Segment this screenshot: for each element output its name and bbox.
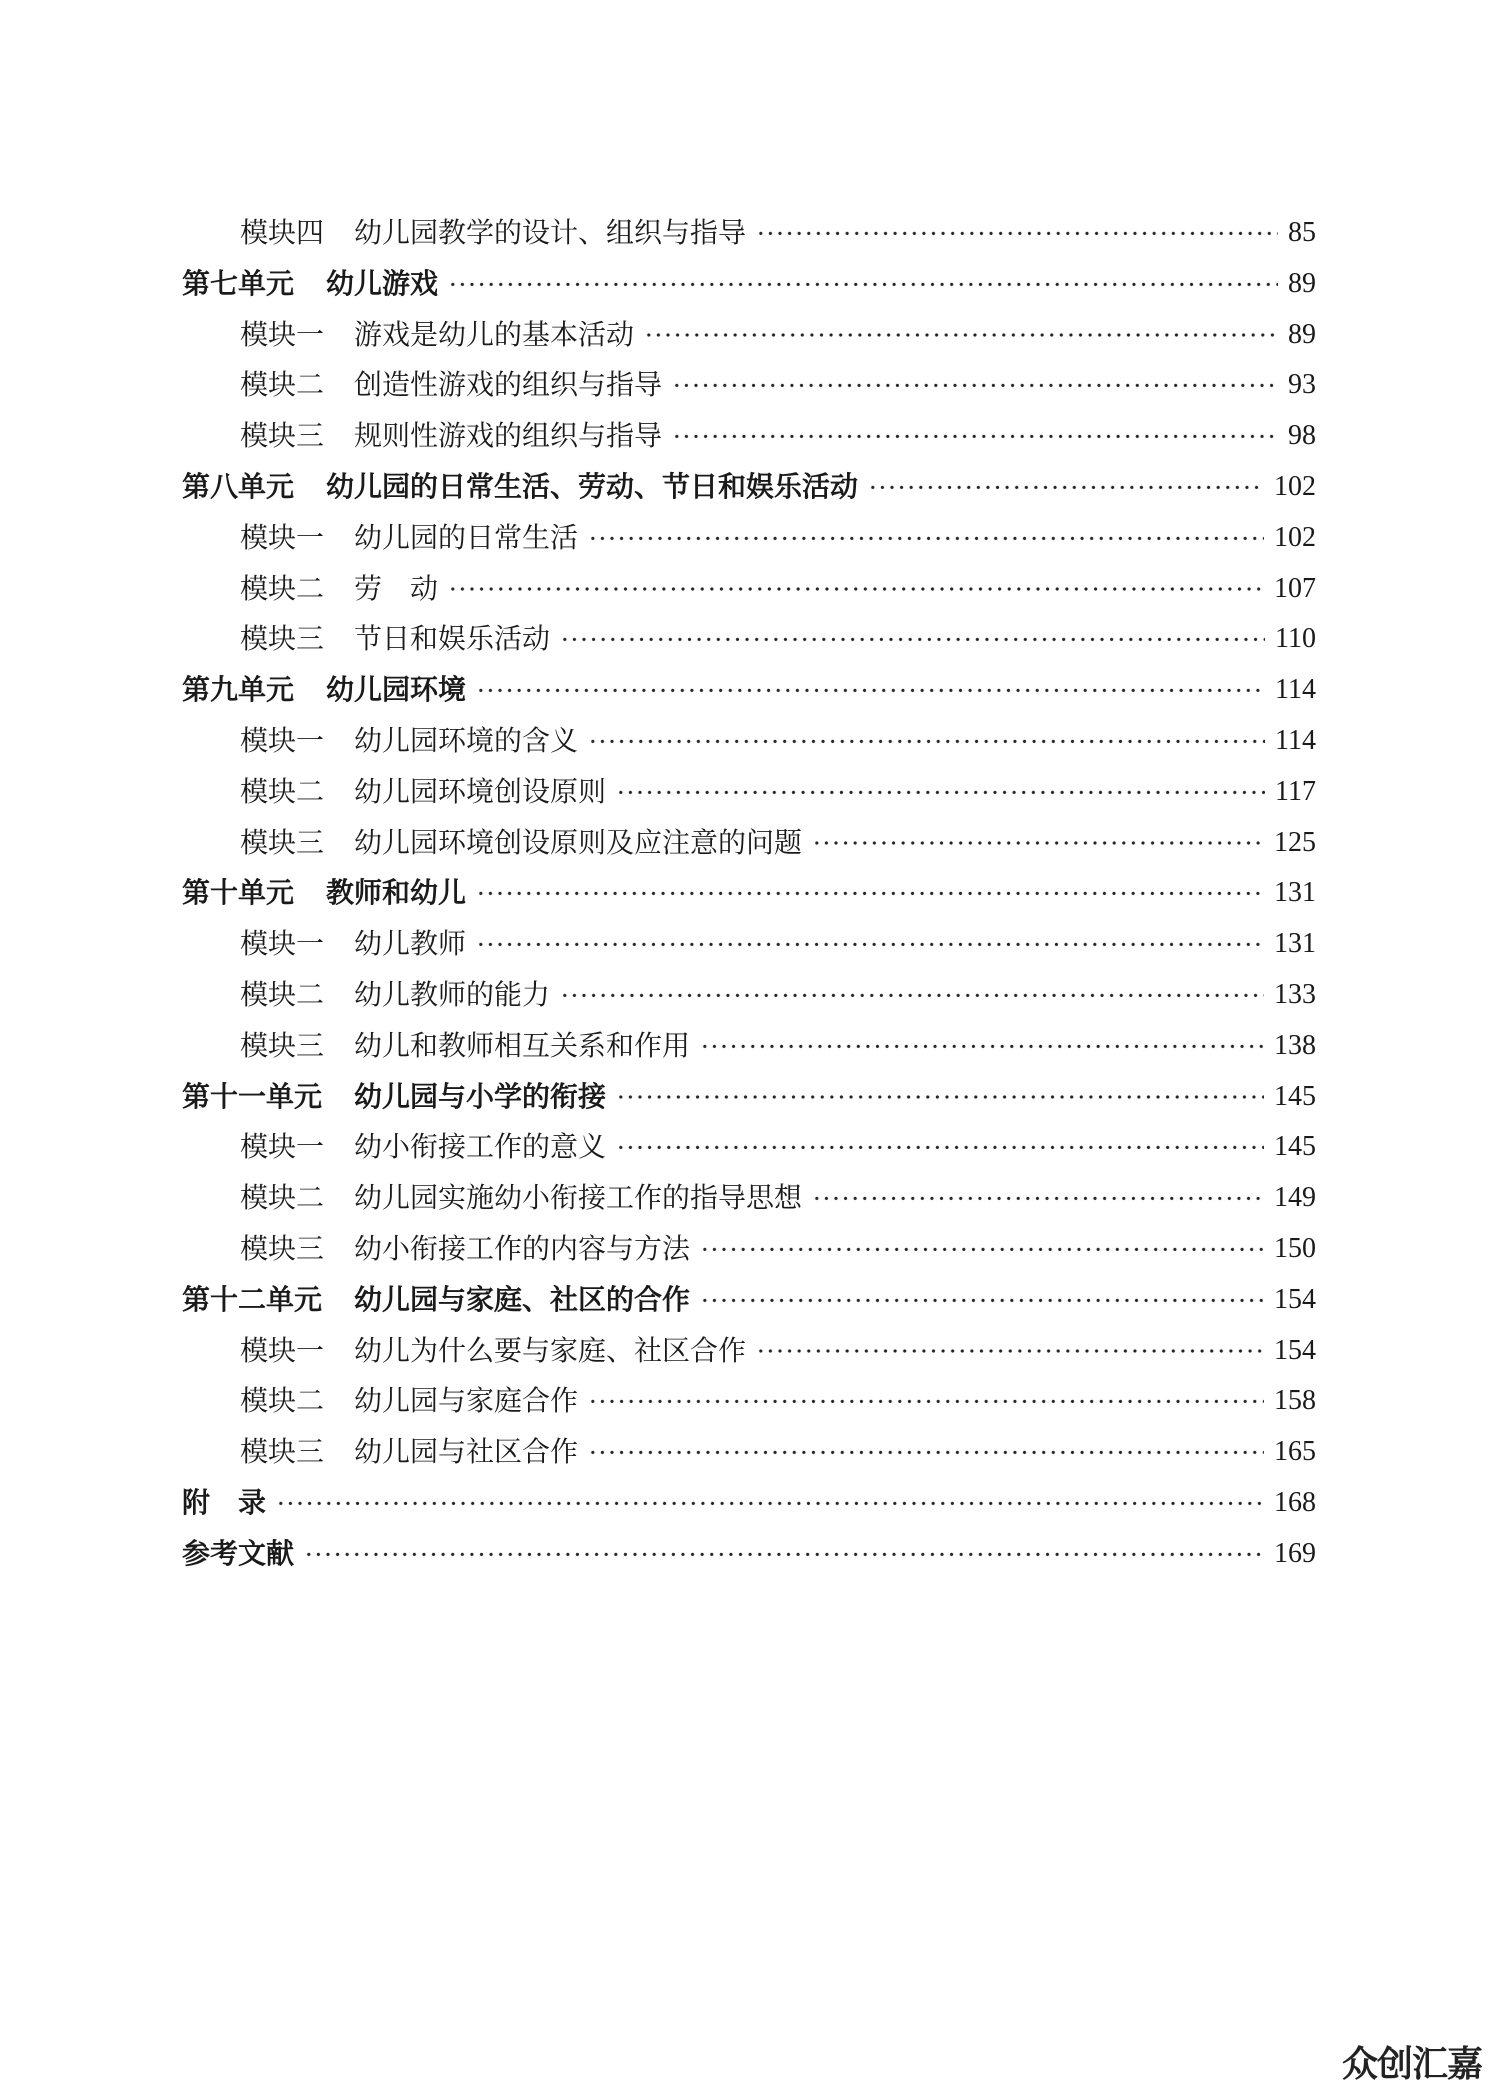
toc-label: 模块一	[240, 723, 325, 757]
toc-title: 参考文献	[182, 1536, 295, 1570]
toc-leader	[304, 1529, 1264, 1580]
toc-entry	[182, 1122, 1316, 1173]
toc-entry	[182, 1021, 1316, 1072]
toc-label: 模块一	[240, 520, 325, 554]
toc-entry	[182, 970, 1316, 1021]
toc-leader	[476, 919, 1264, 970]
toc-leader	[616, 767, 1265, 818]
toc-title: 幼儿教师的能力	[354, 977, 551, 1011]
toc-page-number: 102	[1274, 521, 1316, 553]
toc-entry	[182, 513, 1316, 564]
toc-page-number: 133	[1274, 978, 1316, 1010]
toc-page-number: 154	[1274, 1283, 1316, 1315]
toc-title: 幼儿教师	[354, 927, 467, 961]
toc-title: 幼儿游戏	[326, 266, 439, 300]
toc-label: 第九单元	[182, 673, 295, 707]
toc-entry	[182, 614, 1316, 665]
toc-leader	[672, 411, 1278, 462]
toc-entry	[182, 1376, 1316, 1427]
toc-label: 模块三	[240, 1435, 325, 1469]
toc-page-number: 169	[1274, 1537, 1316, 1569]
toc-page-number: 110	[1275, 623, 1316, 655]
toc-entry	[182, 1478, 1316, 1529]
toc-entry	[182, 1326, 1316, 1377]
toc-leader	[476, 665, 1265, 716]
toc-leader	[700, 1021, 1264, 1072]
toc-title: 附 录	[182, 1485, 267, 1519]
toc-leader	[700, 1224, 1264, 1275]
watermark-logo: 众创汇嘉	[1342, 2044, 1483, 2085]
toc-title: 创造性游戏的组织与指导	[354, 368, 663, 402]
table-of-contents	[182, 208, 1316, 1580]
toc-title: 幼儿园环境创设原则及应注意的问题	[354, 825, 803, 859]
toc-label: 模块三	[240, 1231, 325, 1265]
toc-entry	[182, 919, 1316, 970]
toc-page-number: 154	[1274, 1334, 1316, 1366]
toc-title: 幼儿园与社区合作	[354, 1435, 579, 1469]
toc-title: 幼儿园环境的含义	[354, 723, 579, 757]
toc-title: 幼儿和教师相互关系和作用	[354, 1028, 691, 1062]
toc-label: 模块二	[240, 1181, 325, 1215]
toc-page-number: 93	[1288, 369, 1316, 401]
toc-leader	[644, 310, 1278, 361]
toc-label: 模块二	[240, 1384, 325, 1418]
toc-leader	[756, 1326, 1264, 1377]
toc-label: 模块三	[240, 622, 325, 656]
toc-title: 节日和娱乐活动	[354, 622, 551, 656]
toc-label: 第十二单元	[182, 1282, 323, 1316]
toc-label: 模块三	[240, 419, 325, 453]
toc-label: 模块一	[240, 1333, 325, 1367]
toc-page-number: 138	[1274, 1029, 1316, 1061]
toc-entry	[182, 1275, 1316, 1326]
toc-title: 幼儿园环境	[326, 673, 467, 707]
toc-label: 模块二	[240, 774, 325, 808]
toc-page-number: 98	[1288, 420, 1316, 452]
toc-entry	[182, 716, 1316, 767]
toc-entry	[182, 259, 1316, 310]
toc-entry	[182, 1427, 1316, 1478]
toc-page-number: 150	[1274, 1232, 1316, 1264]
toc-entry	[182, 665, 1316, 716]
toc-leader	[700, 1275, 1264, 1326]
toc-title: 幼儿园实施幼小衔接工作的指导思想	[354, 1181, 803, 1215]
toc-entry	[182, 1529, 1316, 1580]
toc-page-number: 165	[1274, 1436, 1316, 1468]
toc-leader	[756, 208, 1278, 259]
toc-page-number: 131	[1274, 877, 1316, 909]
toc-page-number: 85	[1288, 217, 1316, 248]
toc-title: 劳 动	[354, 571, 439, 605]
toc-entry	[182, 818, 1316, 869]
toc-leader	[616, 1072, 1264, 1123]
toc-leader	[588, 513, 1264, 564]
toc-leader	[672, 360, 1278, 411]
toc-label: 模块一	[240, 927, 325, 961]
toc-entry	[182, 767, 1316, 818]
toc-label: 模块二	[240, 571, 325, 605]
toc-entry	[182, 868, 1316, 919]
toc-leader	[588, 1376, 1264, 1427]
toc-title: 幼小衔接工作的意义	[354, 1130, 607, 1164]
toc-entry	[182, 1072, 1316, 1123]
toc-entry	[182, 462, 1316, 513]
toc-leader	[448, 259, 1278, 310]
toc-title: 幼儿为什么要与家庭、社区合作	[354, 1333, 747, 1367]
toc-leader	[588, 716, 1265, 767]
toc-label: 模块四	[240, 216, 325, 249]
toc-label: 第十一单元	[182, 1079, 323, 1113]
toc-page-number: 131	[1274, 928, 1316, 960]
toc-leader	[476, 868, 1264, 919]
toc-page-number: 117	[1275, 775, 1316, 807]
toc-page-number: 114	[1275, 674, 1316, 706]
toc-entry	[182, 1173, 1316, 1224]
toc-title: 幼儿园的日常生活、劳动、节日和娱乐活动	[326, 469, 859, 503]
toc-label: 模块二	[240, 368, 325, 402]
toc-leader	[560, 614, 1265, 665]
toc-entry	[182, 411, 1316, 462]
toc-label: 模块一	[240, 1130, 325, 1164]
toc-title: 幼儿园环境创设原则	[354, 774, 607, 808]
toc-label: 第十单元	[182, 876, 295, 910]
toc-leader	[812, 818, 1264, 869]
toc-page-number: 149	[1274, 1182, 1316, 1214]
toc-title: 幼小衔接工作的内容与方法	[354, 1231, 691, 1265]
toc-label: 模块一	[240, 317, 325, 351]
toc-page-number: 145	[1274, 1131, 1316, 1163]
toc-entry	[182, 1224, 1316, 1275]
toc-page-number: 158	[1274, 1385, 1316, 1417]
toc-entry	[182, 564, 1316, 615]
toc-label: 模块三	[240, 825, 325, 859]
toc-page-number: 168	[1274, 1486, 1316, 1518]
toc-title: 幼儿园与家庭、社区的合作	[354, 1282, 691, 1316]
toc-entry	[182, 310, 1316, 361]
toc-page-number: 145	[1274, 1080, 1316, 1112]
toc-page-number: 89	[1288, 267, 1316, 299]
toc-leader	[812, 1173, 1264, 1224]
toc-page-number: 89	[1288, 318, 1316, 350]
toc-title: 幼儿园教学的设计、组织与指导	[354, 216, 747, 249]
toc-leader	[276, 1478, 1264, 1529]
toc-page-number: 125	[1274, 826, 1316, 858]
toc-title: 幼儿园与家庭合作	[354, 1384, 579, 1418]
toc-leader	[560, 970, 1264, 1021]
toc-leader	[868, 462, 1264, 513]
toc-title: 教师和幼儿	[326, 876, 467, 910]
toc-label: 模块二	[240, 977, 325, 1011]
toc-page-number: 107	[1274, 572, 1316, 604]
toc-title: 规则性游戏的组织与指导	[354, 419, 663, 453]
toc-entry	[182, 360, 1316, 411]
toc-page-number: 114	[1275, 724, 1316, 756]
toc-entry	[182, 208, 1316, 259]
toc-page-number: 102	[1274, 470, 1316, 502]
toc-label: 模块三	[240, 1028, 325, 1062]
toc-title: 游戏是幼儿的基本活动	[354, 317, 635, 351]
toc-leader	[448, 564, 1264, 615]
toc-leader	[588, 1427, 1264, 1478]
toc-title: 幼儿园的日常生活	[354, 520, 579, 554]
toc-title: 幼儿园与小学的衔接	[354, 1079, 607, 1113]
toc-leader	[616, 1122, 1264, 1173]
toc-label: 第七单元	[182, 266, 295, 300]
toc-label: 第八单元	[182, 469, 295, 503]
